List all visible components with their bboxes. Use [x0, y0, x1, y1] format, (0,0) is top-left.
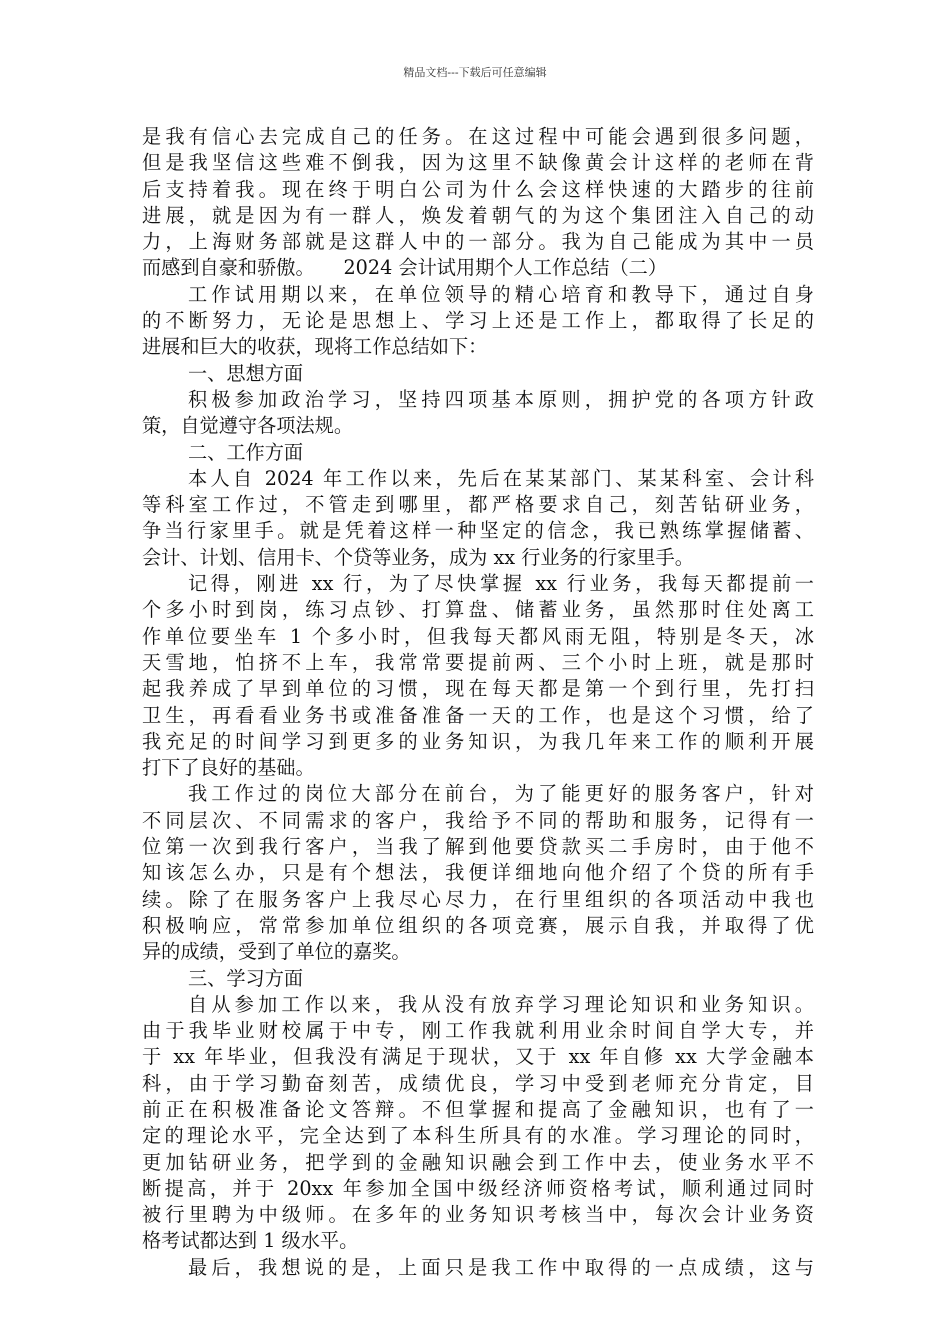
- text-line: 续。除了在服务客户上我尽心尽力，在行里组织的各项活动中我也: [142, 887, 814, 911]
- document-body: [142, 124, 814, 1281]
- text-line: 本人自 2024 年工作以来，先后在某某部门、某某科室、会计科: [188, 466, 814, 490]
- text-line: 天雪地，怕挤不上车，我常常要提前两、三个小时上班，就是那时: [142, 650, 814, 674]
- text-line: 由于我毕业财校属于中专，刚工作我就利用业余时间自学大专，并: [142, 1019, 814, 1043]
- text-line: 进展，就是因为有一群人，焕发着朝气的为这个集团注入自己的动: [142, 203, 814, 227]
- text-line: 于 xx 年毕业，但我没有满足于现状，又于 xx 年自修 xx 大学金融本: [142, 1045, 814, 1069]
- text-line: 被行里聘为中级师。在多年的业务知识考核当中，每次会计业务资: [142, 1203, 814, 1227]
- text-line: 记得，刚进 xx 行，为了尽快掌握 xx 行业务，我每天都提前一: [188, 572, 814, 596]
- text-line: 前正在积极准备论文答辩。不但掌握和提高了金融知识，也有了一: [142, 1097, 814, 1121]
- page-header: 精品文档---下载后可任意编辑: [403, 66, 547, 79]
- text-line: 位第一次到我行客户，当我了解到他要贷款买二手房时，由于他不: [142, 835, 814, 859]
- text-line: 而感到自豪和骄傲。 2024 会计试用期个人工作总结（二）: [142, 256, 668, 280]
- text-line: 定的理论水平，完全达到了本科生所具有的水准。学习理论的同时，: [142, 1124, 814, 1148]
- text-line: 进展和巨大的收获，现将工作总结如下：: [142, 335, 488, 359]
- text-line: 一、思想方面: [188, 361, 304, 385]
- text-line: 争当行家里手。就是凭着这样一种坚定的信念，我已熟练掌握储蓄、: [142, 519, 814, 543]
- text-line: 后支持着我。现在终于明白公司为什么会这样快速的大踏步的往前: [142, 177, 814, 201]
- text-line: 等科室工作过，不管走到哪里，都严格要求自己，刻苦钻研业务，: [142, 493, 814, 517]
- text-line: 是我有信心去完成自己的任务。在这过程中可能会遇到很多问题，: [142, 125, 814, 148]
- text-line: 卫生，再看看业务书或准备准备一天的工作，也是这个习惯，给了: [142, 703, 814, 727]
- text-line: 异的成绩，受到了单位的嘉奖。: [142, 940, 411, 964]
- text-line: 起我养成了早到单位的习惯，现在每天都是第一个到行里，先打扫: [142, 677, 814, 701]
- text-line: 格考试都达到 1 级水平。: [142, 1229, 359, 1253]
- text-line: 自从参加工作以来，我从没有放弃学习理论知识和业务知识。: [188, 992, 814, 1016]
- text-line: 二、工作方面: [188, 440, 304, 464]
- text-line: 科，由于学习勤奋刻苦，成绩优良，学习中受到老师充分肯定，目: [142, 1071, 814, 1095]
- text-line: 最后，我想说的是，上面只是我工作中取得的一点成绩，这与: [188, 1255, 814, 1279]
- text-line: 积极响应，常常参加单位组织的各项竞赛，展示自我，并取得了优: [142, 913, 814, 937]
- text-line: 我充足的时间学习到更多的业务知识，为我几年来工作的顺利开展: [142, 729, 814, 753]
- text-line: 打下了良好的基础。: [142, 756, 315, 780]
- text-line: 断提高，并于 20xx 年参加全国中级经济师资格考试，顺利通过同时: [142, 1176, 814, 1200]
- text-line: 不同层次、不同需求的客户，我给予不同的帮助和服务，记得有一: [142, 808, 814, 832]
- text-line: 会计、计划、信用卡、个贷等业务，成为 xx 行业务的行家里手。: [142, 545, 694, 569]
- text-line: 个多小时到岗，练习点钞、打算盘、储蓄业务，虽然那时住处离工: [142, 598, 814, 622]
- text-line: 知该怎么办，只是有个想法，我便详细地向他介绍了个贷的所有手: [142, 861, 814, 885]
- text-line: 我工作过的岗位大部分在前台，为了能更好的服务客户，针对: [188, 782, 814, 806]
- text-line: 更加钻研业务，把学到的金融知识融会到工作中去，使业务水平不: [142, 1150, 814, 1174]
- text-line: 但是我坚信这些难不倒我，因为这里不缺像黄会计这样的老师在背: [142, 151, 814, 175]
- text-line: 三、学习方面: [188, 966, 304, 990]
- text-line: 作单位要坐车 1 个多小时，但我每天都风雨无阻，特别是冬天，冰: [142, 624, 814, 648]
- text-line: 的不断努力，无论是思想上、学习上还是工作上，都取得了长足的: [142, 309, 814, 333]
- text-line: 积极参加政治学习，坚持四项基本原则，拥护党的各项方针政: [188, 387, 814, 411]
- text-line: 力，上海财务部就是这群人中的一部分。我为自己能成为其中一员: [142, 230, 814, 254]
- text-line: 工作试用期以来，在单位领导的精心培育和教导下，通过自身: [188, 282, 814, 306]
- text-line: 策，自觉遵守各项法规。: [142, 414, 354, 438]
